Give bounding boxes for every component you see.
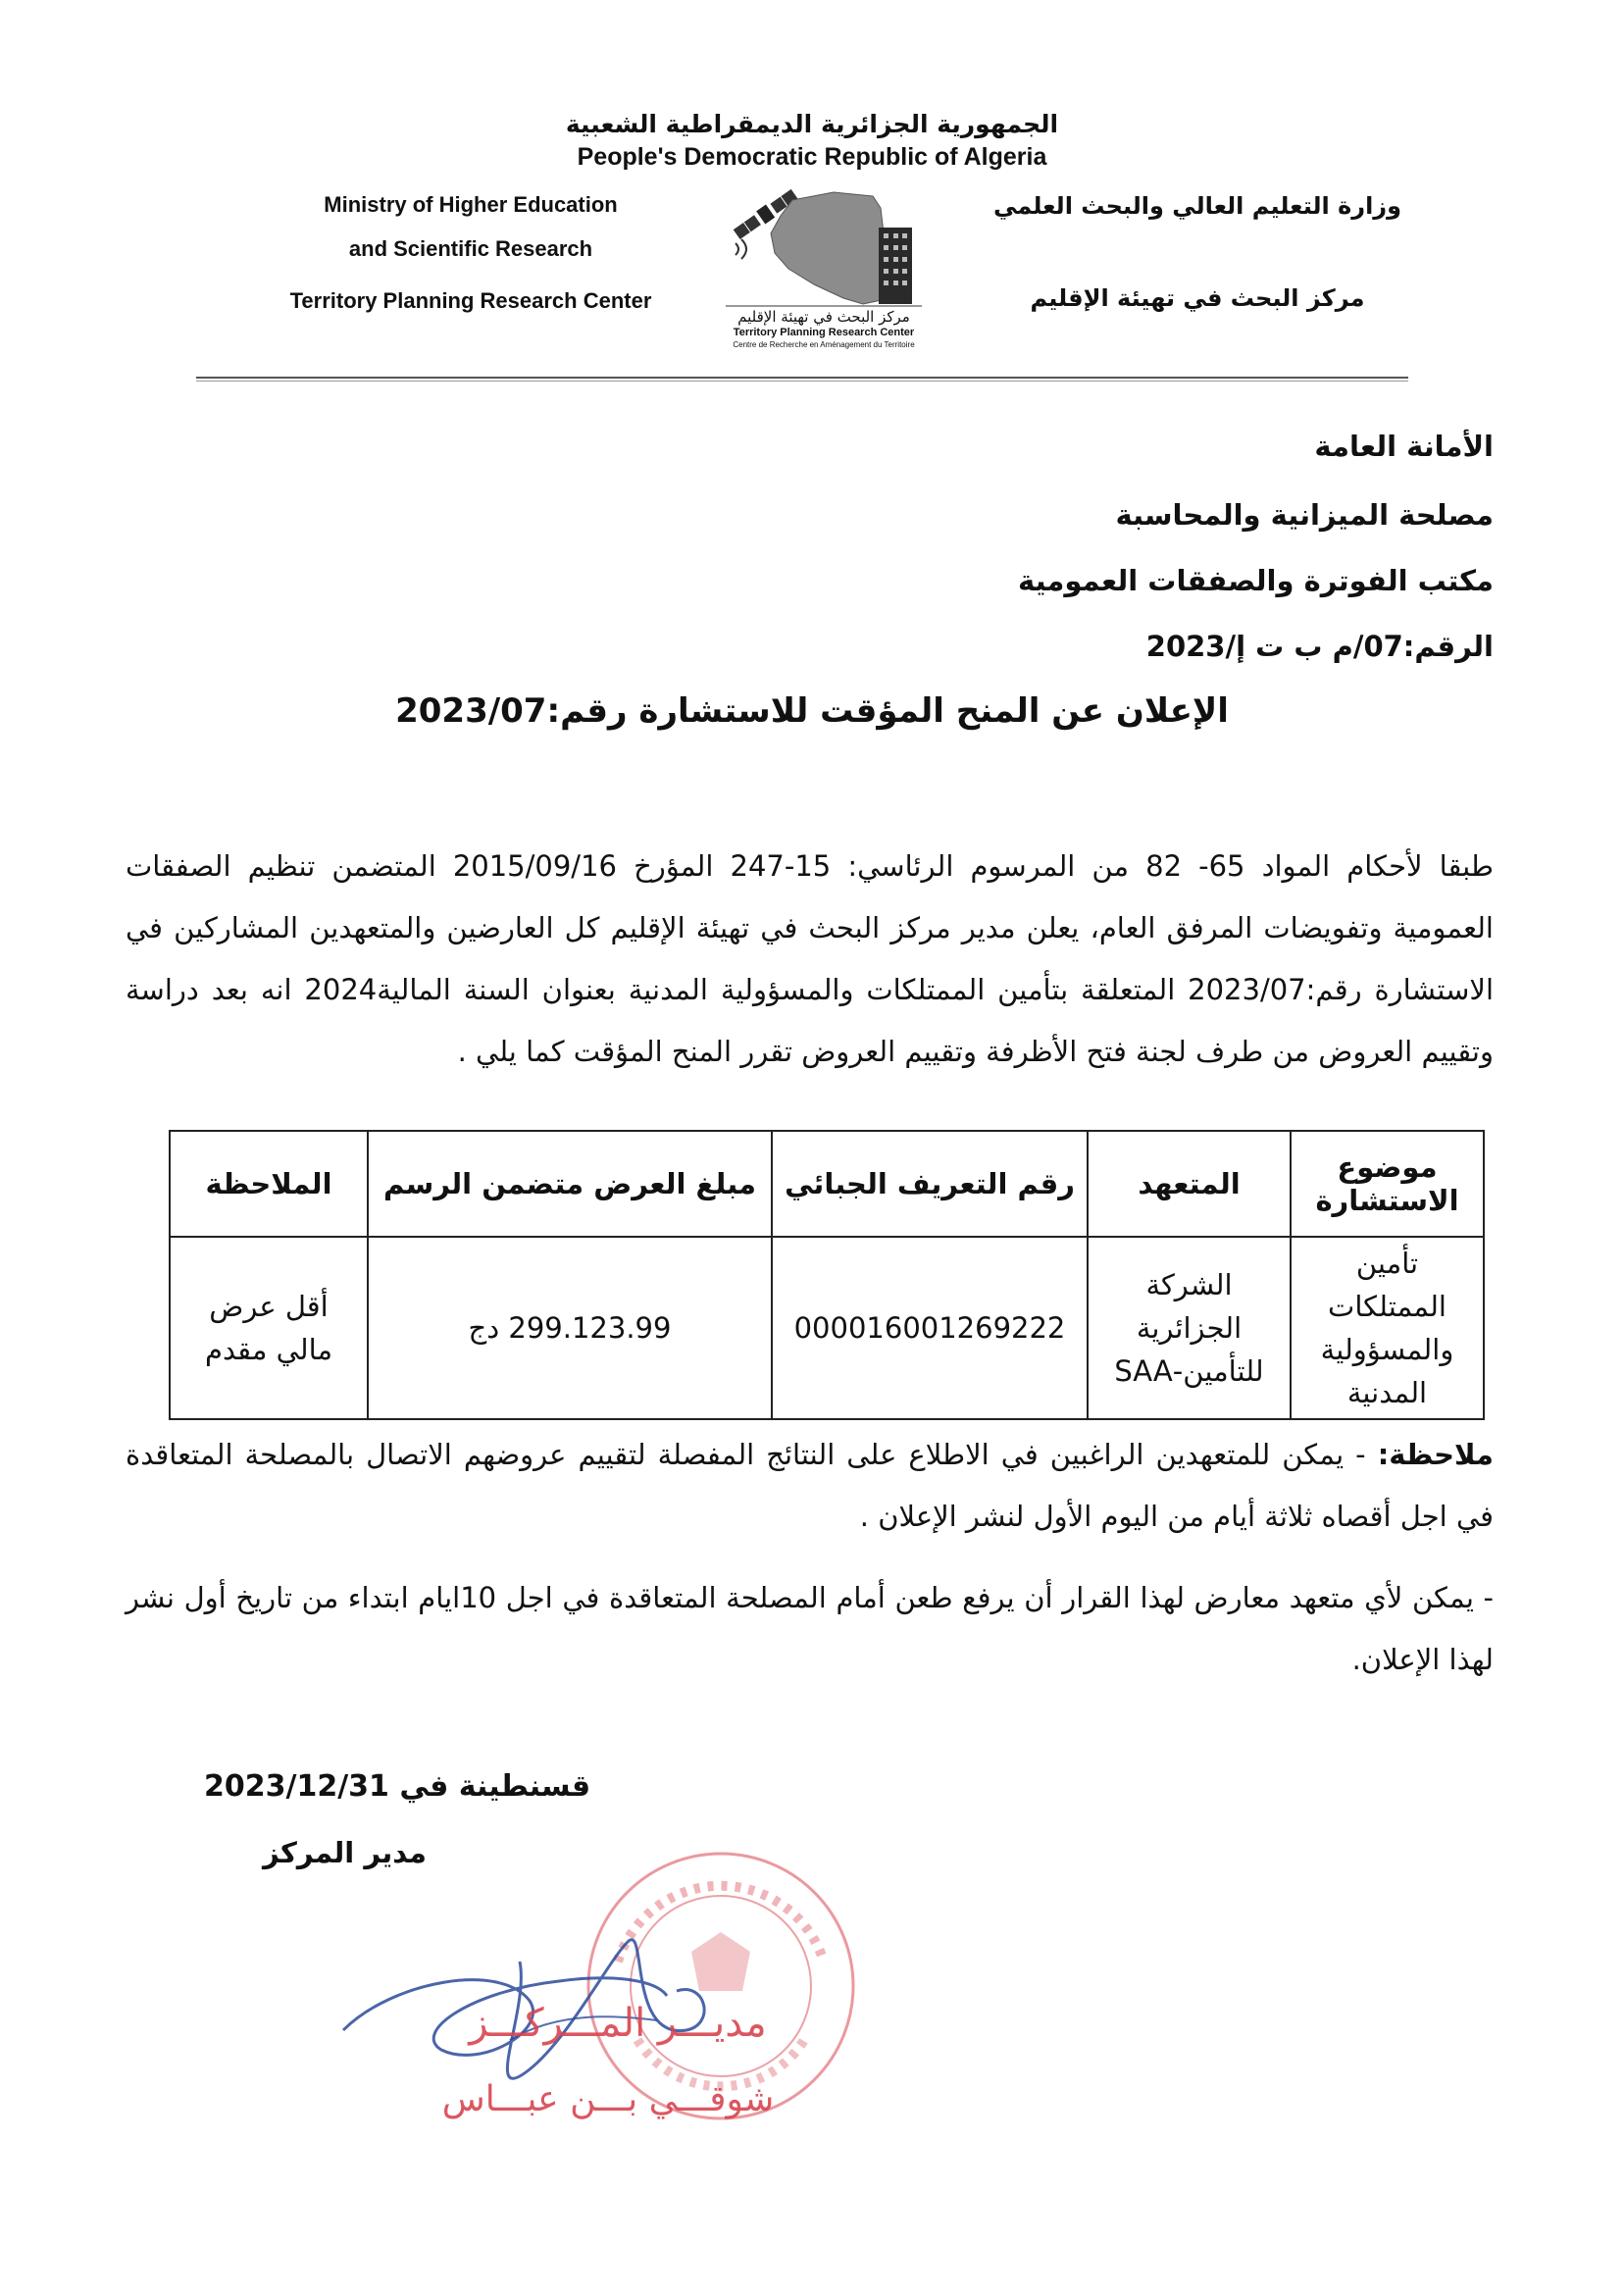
general-secretariat: الأمانة العامة [1314, 430, 1494, 463]
center-name-ar: مركز البحث في تهيئة الإقليم [1030, 284, 1365, 312]
place-and-date: قسنطينة في 2023/12/31 [204, 1769, 591, 1804]
country-name-ar: الجمهورية الجزائرية الديمقراطية الشعبية [565, 110, 1059, 138]
note-label: ملاحظة: [1377, 1438, 1495, 1471]
logo-caption-fr: Centre de Recherche en Aménagement du Territoire [733, 340, 915, 349]
cell-bidder: الشركة الجزائرية للتأمين-SAA [1088, 1237, 1291, 1419]
stamp-title: مديـــر المـــركـــز [469, 2001, 767, 2046]
header-tax-id: رقم التعريف الجبائي [772, 1131, 1088, 1237]
cell-remark: أقل عرض مالي مقدم [170, 1237, 368, 1419]
reference-number: الرقم:07/م ب ت إ/2023 [1145, 630, 1494, 663]
ministry-name-en-line1: Ministry of Higher Education [324, 192, 618, 217]
signatory-role: مدير المركز [263, 1836, 427, 1869]
table-row [170, 1237, 1484, 1419]
header-divider [196, 377, 1408, 382]
ministry-name-ar: وزارة التعليم العالي والبحث العلمي [992, 192, 1402, 220]
center-name-en: Territory Planning Research Center [289, 288, 652, 313]
header-remark: الملاحظة [170, 1131, 368, 1237]
building-icon [879, 228, 912, 304]
cell-subject: تأمين الممتلكات والمسؤولية المدنية [1291, 1237, 1484, 1419]
logo-caption-ar: مركز البحث في تهيئة الإقليم [737, 308, 910, 326]
stamp-name: شوقـــي بـــن عبـــاس [441, 2079, 775, 2119]
award-table [169, 1130, 1485, 1420]
billing-office: مكتب الفوترة والصفقات العمومية [1018, 564, 1494, 597]
budget-service: مصلحة الميزانية والمحاسبة [1115, 498, 1494, 532]
header-subject: موضوع الاستشارة [1291, 1131, 1484, 1237]
ministry-name-en-line2: and Scientific Research [348, 236, 593, 261]
header-bidder: المتعهد [1088, 1131, 1291, 1237]
cell-amount: 299.123.99 دج [368, 1237, 772, 1419]
note-1-text: - يمكن للمتعهدين الراغبين في الاطلاع على النتائج المفصلة لتقييم عروضهم الاتصال بالمصلحة المتعاقدة في اجل أقصاه ثلاثة أيام من اليوم الأول لنشر الإعلان . [126, 1438, 1494, 1533]
logo-caption-en: Territory Planning Research Center [733, 327, 915, 338]
table-header-row [170, 1131, 1484, 1237]
header-amount: مبلغ العرض متضمن الرسم [368, 1131, 772, 1237]
country-name-en: People's Democratic Republic of Algeria [577, 143, 1047, 171]
cell-tax-id: 000016001269222 [772, 1237, 1088, 1419]
note-2: - يمكن لأي متعهد معارض لهذا القرار أن يرفع طعن أمام المصلحة المتعاقدة في اجل 10ايام ابتداء من تاريخ أول نشر لهذا الإعلان. [126, 1581, 1494, 1676]
announcement-title: الإعلان عن المنح المؤقت للاستشارة رقم:2023/07 [395, 691, 1229, 731]
body-paragraph: طبقا لأحكام المواد 65- 82 من المرسوم الرئاسي: 15-247 المؤرخ 2015/09/16 المتضمن تنظيم الصفقات العمومية وتفويضات المرفق العام، يعلن مدير مركز البحث في تهيئة الإقليم كل العارضين والمتعهدين المشاركين في الاستشارة رقم:2023/07 المتعلقة بتأمين الممتلكات والمسؤولية المدنية بعنوان السنة المالية2024 انه بعد دراسة وتقييم العروض من طرف لجنة فتح الأظرفة وتقييم العروض تقرر المنح المؤقت كما يلي . [126, 849, 1495, 1068]
note-1 [126, 1424, 1494, 1548]
